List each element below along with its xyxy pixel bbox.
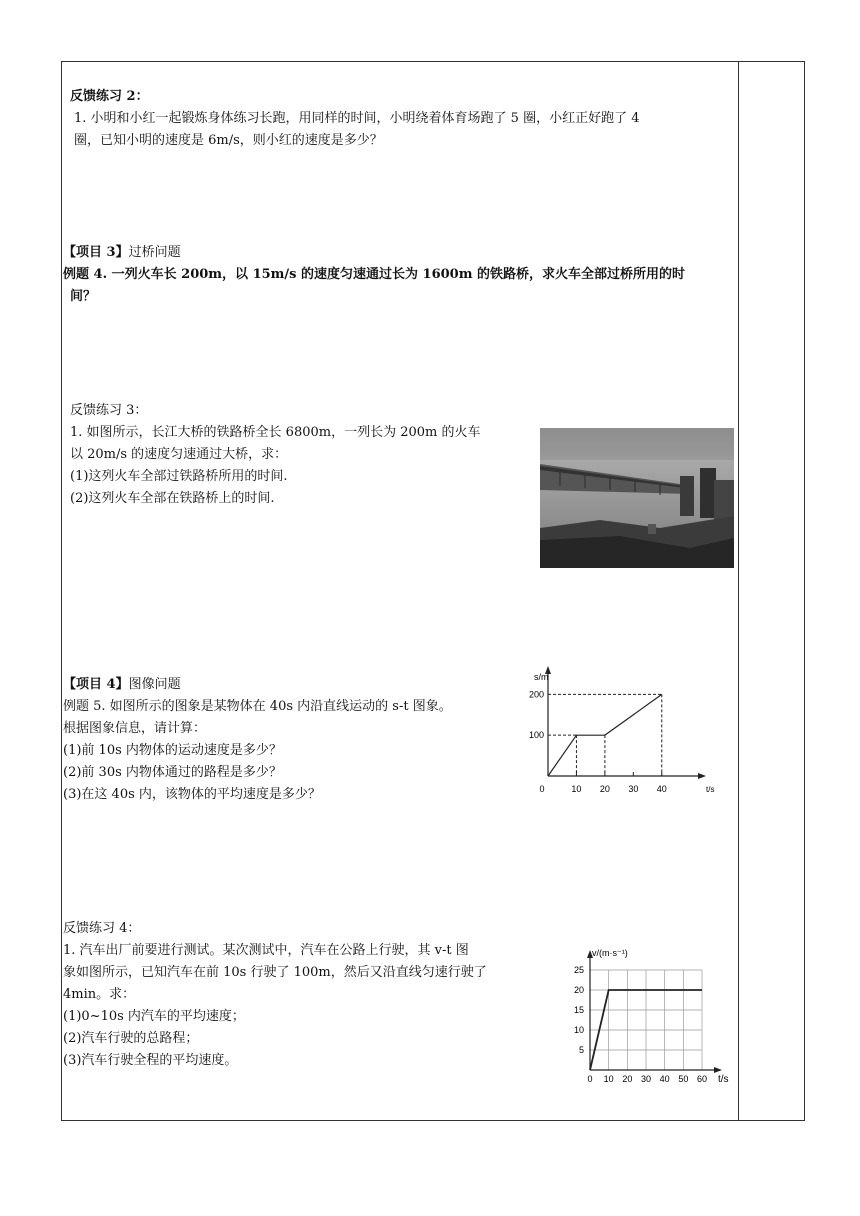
x-axis-arrow (714, 1067, 722, 1073)
x-axis-label: t/s (718, 1074, 729, 1085)
y-axis-label: s/m (534, 672, 549, 682)
y-axis-label: v/(m·s⁻¹) (592, 948, 628, 958)
feedback-4-line2: 象如图所示，已知汽车在前 10s 行驶了 100m，然后又沿直线匀速行驶了 (63, 965, 487, 980)
project-3-text: 过桥问题 (128, 245, 181, 260)
example-5-line4: (2)前 30s 内物体通过的路程是多少？ (63, 765, 282, 780)
feedback-4-line4: (1)0~10s 内汽车的平均速度； (63, 1009, 245, 1024)
project-4-text: 图像问题 (128, 677, 181, 692)
feedback-4-title: 反馈练习 4： (63, 921, 141, 936)
feedback-3-title: 反馈练习 3： (70, 403, 148, 418)
feedback-4-line6: (3)汽车行驶全程的平均速度。 (63, 1053, 238, 1068)
project-3-bracket: 【项目 3】 (63, 245, 129, 260)
feedback-2-q1-line2: 圈，已知小明的速度是 6m/s，则小红的速度是多少？ (74, 133, 383, 148)
x-tick-label: 50 (678, 1074, 689, 1084)
feedback-3-line1: 1. 如图所示，长江大桥的铁路桥全长 6800m，一列长为 200m 的火车 (70, 425, 481, 440)
x-axis-arrow (698, 773, 706, 779)
x-tick-label: 20 (599, 784, 610, 794)
x-tick-label: 30 (628, 784, 639, 794)
x-tick-label: 10 (571, 784, 582, 794)
x-tick-label: 0 (539, 784, 545, 794)
x-tick-label: 20 (622, 1074, 633, 1084)
feedback-3-line4: (2)这列火车全部在铁路桥上的时间. (70, 491, 275, 506)
feedback-3-line2: 以 20m/s 的速度匀速通过大桥，求： (70, 447, 288, 462)
x-tick-label: 60 (696, 1074, 708, 1084)
y-tick-label: 5 (578, 1045, 584, 1055)
y-tick-label: 200 (528, 689, 544, 700)
x-tick-label: 40 (656, 784, 667, 794)
project-3-heading (63, 242, 181, 264)
project-4-bracket: 【项目 4】 (63, 677, 129, 692)
bridge-photo (540, 428, 734, 568)
x-axis-label: t/s (706, 785, 715, 794)
vt-graph (560, 934, 740, 1090)
feedback-3-line3: (1)这列火车全部过铁路桥所用的时间. (70, 469, 288, 484)
example-5-line5: (3)在这 40s 内，该物体的平均速度是多少？ (63, 787, 321, 802)
feedback-4-line1: 1. 汽车出厂前要进行测试。某次测试中，汽车在公路上行驶，其 v-t 图 (63, 943, 469, 958)
example-4-line2: 间？ (70, 289, 97, 304)
example-5-line3: (1)前 10s 内物体的运动速度是多少？ (63, 743, 282, 758)
feedback-4-line5: (2)汽车行驶的总路程； (63, 1031, 199, 1046)
y-tick-label: 20 (573, 985, 584, 995)
example-4-line1: 例题 4. 一列火车长 200m，以 15m/s 的速度匀速通过长为 1600m 的铁路桥，求火车全部过桥所用的时 (63, 267, 685, 282)
feedback-4-line3: 4min。求： (63, 987, 136, 1002)
example-5-line2: 根据图象信息，请计算： (63, 721, 207, 736)
x-tick-label: 0 (587, 1074, 593, 1084)
project-4-heading (63, 674, 181, 696)
feedback-2-q1-line1: 1. 小明和小红一起锻炼身体练习长跑，用同样的时间，小明绕着体育场跑了 5 圈，小红正好跑了 4 (74, 111, 640, 126)
y-tick-label: 10 (573, 1025, 584, 1035)
y-tick-label: 100 (528, 730, 544, 741)
feedback-2-title: 反馈练习 2： (70, 89, 149, 104)
y-tick-label: 25 (573, 965, 584, 975)
x-tick-label: 30 (640, 1074, 652, 1084)
x-tick-label: 40 (659, 1074, 670, 1084)
example-5-line1: 例题 5. 如图所示的图象是某物体在 40s 内沿直线运动的 s-t 图象。 (63, 699, 452, 714)
x-tick-label: 10 (603, 1074, 614, 1084)
y-tick-label: 15 (573, 1005, 584, 1015)
st-graph (520, 664, 720, 804)
